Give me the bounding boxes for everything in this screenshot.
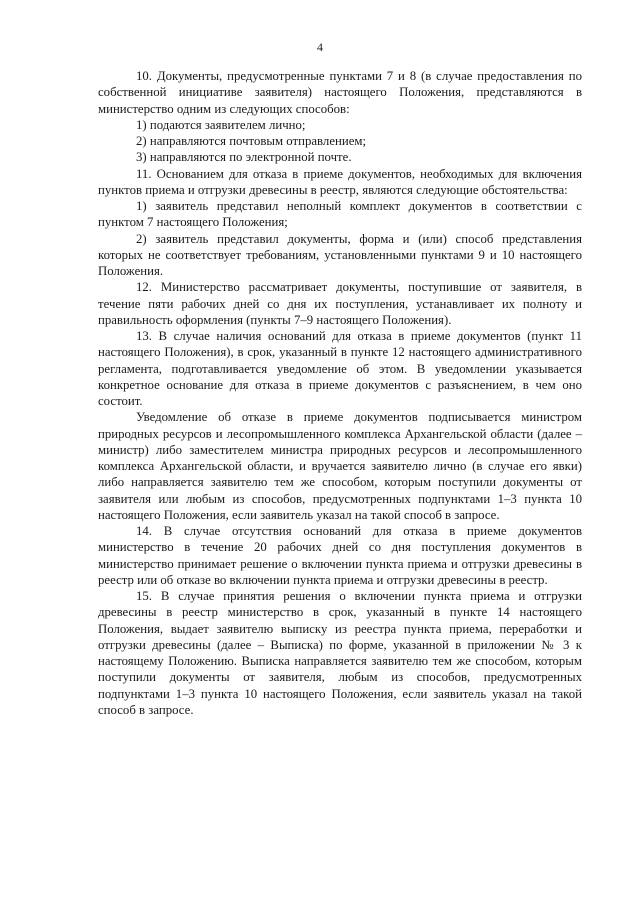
paragraph-15: 15. В случае принятия решения о включении пункта приема и отгрузки древесины в реестр министерство в срок, указанный в пункте 14 настоящего Положения, выдает заявителю выписку из реестра пункта приема, переработки и отгрузки древесины (далее – Выписка) по форме, указанной в приложении № 3 к настоящему Положению. Выписка направляется заявителю тем же способом, которым поступили документы от заявителя, любым из способов, предусмотренных подпунктами 1–3 пункта 10 настоящего Положения, если заявитель указал на такой способ в запросе. [98, 589, 582, 717]
paragraph-11-item-1: 1) заявитель представил неполный комплект документов в соответствии с пунктом 7 настоящего Положения; [98, 199, 582, 230]
paragraph-10-item-1: 1) подаются заявителем лично; [136, 117, 306, 132]
paragraph-10: 10. Документы, предусмотренные пунктами 7 и 8 (в случае предоставления по собственной инициативе заявителя) настоящего Положения, представляются в министерство одним из следующих способов: [98, 69, 582, 116]
document-body [98, 68, 582, 718]
paragraph-14: 14. В случае отсутствия оснований для отказа в приеме документов министерство в течение 20 рабочих дней со дня поступления документов в министерство принимает решение о включении пункта приема и отгрузки древесины в реестр или об отказе во включении пункта приема и отгрузки древесины в реестр. [98, 524, 582, 587]
paragraph-10-item-3: 3) направляются по электронной почте. [136, 150, 352, 165]
paragraph-11-item-2: 2) заявитель представил документы, форма и (или) способ представления которых не соответствует требованиям, установленными пунктами 9 и 10 настоящего Положения. [98, 231, 582, 278]
page-number: 4 [317, 40, 323, 54]
paragraph-13-notice: Уведомление об отказе в приеме документов подписывается министром природных ресурсов и лесопромышленного комплекса Архангельской области (далее – министр) либо заместителем министра природных ресурсов и лесопромышленного комплекса Архангельской области, и вручается заявителю лично (в случае его явки) либо направляется заявителю тем же способом, которым поступили документы от заявителя или любым из способов, предусмотренных подпунктами 1–3 пункта 10 настоящего Положения, если заявитель указал на такой способ в запросе. [98, 410, 582, 522]
paragraph-12: 12. Министерство рассматривает документы, поступившие от заявителя, в течение пяти рабочих дней со дня их поступления, устанавливает их полноту и правильность оформления (пункты 7–9 настоящего Положения). [98, 280, 582, 327]
paragraph-10-item-2: 2) направляются почтовым отправлением; [136, 134, 367, 148]
paragraph-13: 13. В случае наличия оснований для отказа в приеме документов (пункт 11 настоящего Положения), в срок, указанный в пункте 12 настоящего административного регламента, подготавливается уведомление об этом. В уведомлении указывается конкретное основание для отказа в приеме документов с разъяснением, в чем оно состоит. [98, 329, 582, 408]
paragraph-11: 11. Основанием для отказа в приеме документов, необходимых для включения пунктов приема и отгрузки древесины в реестр, являются следующие обстоятельства: [98, 166, 582, 197]
